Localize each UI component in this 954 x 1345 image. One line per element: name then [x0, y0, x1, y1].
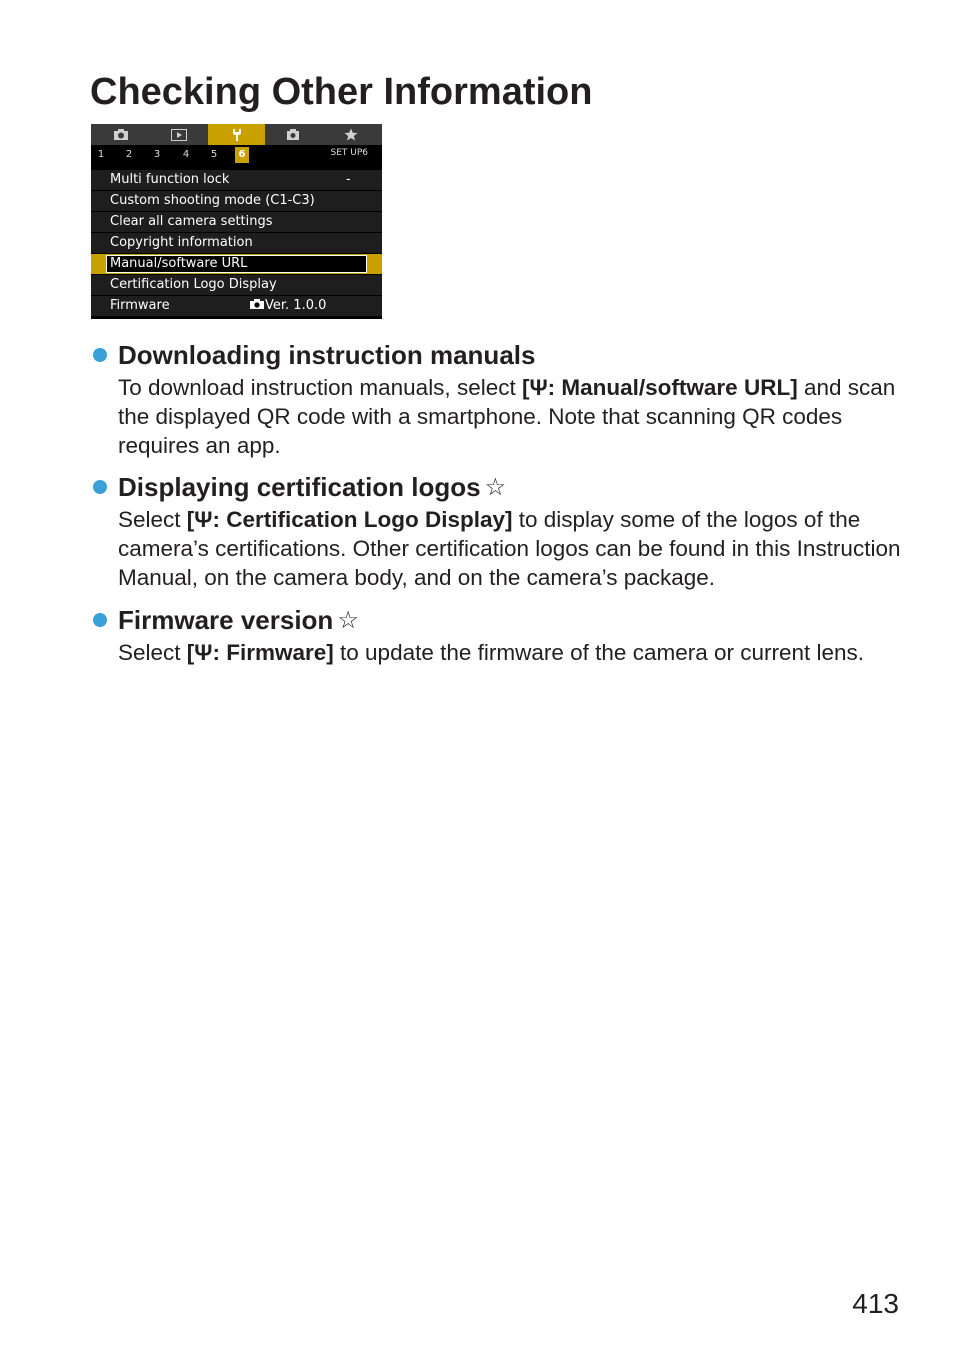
menu-item-label: Manual/software URL [110, 256, 248, 271]
subtab-2: 2 [125, 149, 133, 160]
menu-item-firmware [91, 296, 382, 316]
section-body [118, 638, 908, 667]
menu-item-multi-function-lock [91, 170, 382, 190]
menu-item-manual-url [91, 254, 382, 274]
menu-item-custom-shooting-mode [91, 191, 382, 211]
body-text: Select [118, 507, 187, 532]
firmware-version: Ver. 1.0.0 [265, 298, 327, 313]
subtab-6: 6 [235, 147, 249, 163]
subtab-4: 4 [182, 149, 190, 160]
bullet-icon [93, 348, 107, 362]
menu-item-label: Certification Logo Display [110, 277, 277, 292]
menu-item-certification-logo [91, 275, 382, 295]
menu-reference: [Ψ: Firmware] [186, 640, 334, 665]
camera-icon [92, 124, 149, 145]
wrench-icon [208, 124, 265, 145]
body-text: to update the firmware of the camera or current lens. [333, 640, 865, 665]
section-downloading-manuals [91, 339, 911, 460]
my-menu-star-icon [322, 124, 379, 145]
camera-menu-subtabs [91, 145, 382, 164]
page-title: Checking Other Information [90, 71, 593, 113]
menu-reference: [Ψ: Manual/software URL] [521, 375, 798, 400]
menu-item-value: - [346, 172, 351, 187]
section-firmware-version [91, 604, 911, 667]
menu-item-label: Clear all camera settings [110, 214, 273, 229]
section-body [118, 505, 908, 592]
star-icon: ☆ [337, 606, 359, 634]
playback-icon [150, 124, 207, 145]
subtab-3: 3 [153, 149, 161, 160]
menu-page-label: SET UP6 [330, 148, 368, 158]
camera-icon [249, 298, 265, 310]
camera-menu-screenshot [91, 124, 382, 319]
section-heading: Downloading instruction manuals [118, 339, 536, 370]
camera-menu-tab-bar [91, 124, 382, 145]
bullet-icon [93, 480, 107, 494]
star-icon: ☆ [484, 473, 507, 501]
section-heading: Firmware version [118, 604, 334, 635]
menu-item-label: Multi function lock [110, 172, 230, 187]
section-heading: Displaying certification logos [118, 471, 481, 502]
subtab-5: 5 [210, 149, 218, 160]
menu-item-copyright [91, 233, 382, 253]
body-text: to display some of the logos of the camera’s certifications. Other certification logos can be found in this Instruction Manual, on the camera body, and on the camera’s package. [118, 507, 901, 590]
firmware-value [249, 296, 326, 316]
body-text: and scan the displayed QR code with a smartphone. Note that scanning QR codes requires an app. [118, 375, 896, 458]
menu-item-label: Custom shooting mode (C1-C3) [110, 193, 315, 208]
camera-menu-list [91, 170, 382, 317]
menu-reference: [Ψ: Certification Logo Display] [186, 507, 513, 532]
custom-functions-icon [264, 124, 321, 145]
body-text: Select [118, 640, 187, 665]
subtab-1: 1 [97, 149, 105, 160]
page-number: 413 [852, 1288, 899, 1319]
bullet-icon [93, 613, 107, 627]
section-certification-logos [91, 471, 911, 592]
menu-item-label: Firmware [110, 298, 170, 313]
body-text: To download instruction manuals, select [118, 375, 522, 400]
menu-item-label: Copyright information [110, 235, 253, 250]
menu-item-clear-settings [91, 212, 382, 232]
section-body [118, 373, 908, 460]
